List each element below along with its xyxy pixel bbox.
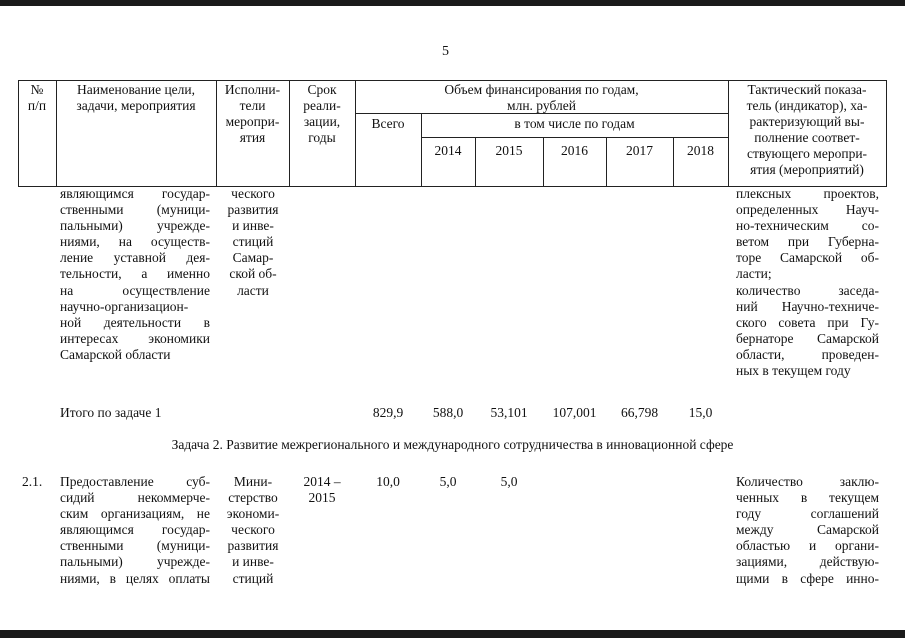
year-header-2016: 2016	[561, 143, 588, 158]
text-line: но-техническим со-	[736, 218, 879, 234]
text-line: 2014 –	[303, 474, 341, 489]
year-header-2014: 2014	[434, 143, 462, 158]
text-line: ных в текущем году	[736, 363, 851, 379]
text-line: стиций	[232, 570, 274, 586]
text-line: бернаторе Самарской	[736, 330, 879, 346]
text-line: ского совета при Гу-	[736, 314, 879, 330]
text-line: торе Самарской об-	[736, 250, 879, 266]
text-line: ниями, на осуществ-	[60, 234, 210, 250]
text-line: между Самарской	[736, 522, 879, 538]
text-line: 2015	[308, 490, 336, 506]
text-line: ственными (муници-	[60, 538, 210, 554]
text-line: количество заседа-	[736, 282, 879, 298]
text-line: ласти;	[736, 266, 772, 282]
total-row-total: 829,9	[372, 405, 404, 420]
text-line: и инве-	[232, 218, 274, 234]
text-line: Количество заклю-	[736, 474, 879, 489]
col-fin-line: Объем финансирования по годам,	[444, 82, 639, 97]
col-exec-line: тели	[239, 98, 266, 113]
text-line: развития	[227, 202, 279, 218]
vrule-right	[886, 80, 887, 187]
row-2-1-name-cell	[60, 474, 210, 587]
text-line: ским организациям, не	[60, 506, 210, 522]
col-exec-line: меропри-	[225, 114, 280, 129]
year-header-2017: 2017	[626, 143, 653, 158]
col-fin-line: млн. рублей	[507, 98, 576, 113]
text-line: ниями, в целях оплаты	[60, 570, 210, 586]
cont-indicator-cell	[736, 186, 879, 379]
text-line: области, проведен-	[736, 346, 879, 362]
row-2-1-num: 2.1.	[22, 474, 43, 489]
col-name-line: задачи, мероприятия	[76, 98, 196, 113]
text-line: году соглашений	[736, 506, 879, 522]
text-line: Мини-	[233, 474, 273, 489]
text-line: плексных проектов,	[736, 186, 879, 201]
col-exec-line: ятия	[239, 130, 266, 145]
col-fin-header	[355, 82, 728, 114]
text-line: ласти	[237, 282, 269, 298]
col-exec-line: Исполни-	[224, 82, 281, 97]
text-line: являющимся государ-	[60, 522, 210, 538]
row-2-1-2015: 5,0	[500, 474, 518, 489]
text-line: сидий некоммерче-	[60, 490, 210, 506]
text-line: интересах экономики	[60, 330, 210, 346]
text-line: ветом при Губерна-	[736, 234, 879, 250]
text-line: Предоставление суб-	[60, 474, 210, 489]
row-2-1-total: 10,0	[376, 474, 400, 489]
text-line: ской об-	[229, 266, 277, 282]
col-name-line: Наименование цели,	[76, 82, 196, 97]
text-line: на осуществление	[60, 282, 210, 298]
text-line: стиций	[232, 234, 274, 250]
text-line: пальными) учрежде-	[60, 218, 210, 234]
bottom-scan-border	[0, 630, 905, 638]
row-2-1-exec-cell	[218, 474, 288, 587]
text-line: ний Научно-техниче-	[736, 298, 879, 314]
text-line: являющимся государ-	[60, 186, 210, 201]
text-line: Самар-	[232, 250, 274, 266]
text-line: областью и органи-	[736, 538, 879, 554]
year-header-2018: 2018	[687, 143, 714, 158]
col-indicator-line: рактеризующий вы-	[749, 114, 865, 129]
col-indicator-line: Тактический показа-	[747, 82, 867, 97]
task2-heading: Задача 2. Развитие межрегионального и международного сотрудничества в инновационной сфере	[171, 437, 734, 452]
col-indicator-line: тель (индикатор), ха-	[746, 98, 868, 113]
cont-name-cell	[60, 186, 210, 363]
col-term-header	[289, 82, 355, 146]
col-exec-header	[216, 82, 289, 146]
col-num-line: п/п	[27, 98, 47, 113]
text-line: определенных Науч-	[736, 202, 879, 218]
top-scan-border	[0, 0, 905, 6]
row-2-1-indicator-cell	[736, 474, 879, 587]
text-line: ственными (муници-	[60, 202, 210, 218]
years-rule	[421, 137, 728, 138]
col-name-header	[56, 82, 216, 114]
row-2-1-term-cell	[291, 474, 353, 506]
col-indicator-line: ятия (мероприятий)	[750, 162, 864, 177]
col-total-header: Всего	[371, 116, 405, 131]
col-num-header	[18, 82, 56, 114]
text-line: экономи-	[226, 506, 280, 522]
text-line: тельности, а именно	[60, 266, 210, 282]
total-row-label: Итого по задаче 1	[60, 405, 162, 420]
text-line: научно-организацион-	[60, 298, 189, 314]
year-header-2015: 2015	[495, 143, 523, 158]
text-line: ческого	[231, 522, 275, 538]
col-indicator-header	[728, 82, 886, 178]
text-line: и инве-	[232, 554, 274, 570]
total-row-2014: 588,0	[432, 405, 464, 420]
text-line: ление уставной дея-	[60, 250, 210, 266]
total-row-2018: 15,0	[688, 405, 713, 420]
total-row-2017: 66,798	[620, 405, 659, 420]
text-line: пальными) учрежде-	[60, 554, 210, 570]
text-line: ческого	[231, 186, 275, 201]
text-line: развития	[227, 538, 279, 554]
row-2-1-2014: 5,0	[439, 474, 457, 489]
col-incl-header: в том числе по годам	[514, 116, 635, 131]
col-num-line: №	[30, 82, 44, 97]
col-term-line: Срок	[307, 82, 337, 97]
col-term-line: годы	[308, 130, 336, 145]
text-line: Самарской области	[60, 346, 171, 362]
total-row-2016: 107,001	[552, 405, 597, 420]
text-line: ной деятельности в	[60, 314, 210, 330]
cont-exec-cell	[218, 186, 288, 299]
page-number: 5	[442, 44, 449, 59]
col-term-line: зации,	[303, 114, 341, 129]
text-line: стерство	[228, 490, 278, 506]
header-top-rule	[18, 80, 886, 81]
text-line: щими в сфере инно-	[736, 570, 879, 586]
col-indicator-line: ствующего меропри-	[746, 146, 868, 161]
text-line: ченных в текущем	[736, 490, 879, 506]
total-row-2015: 53,101	[490, 405, 528, 420]
text-line: зациями, действую-	[736, 554, 879, 570]
col-indicator-line: полнение соответ-	[754, 130, 860, 145]
col-term-line: реали-	[303, 98, 341, 113]
